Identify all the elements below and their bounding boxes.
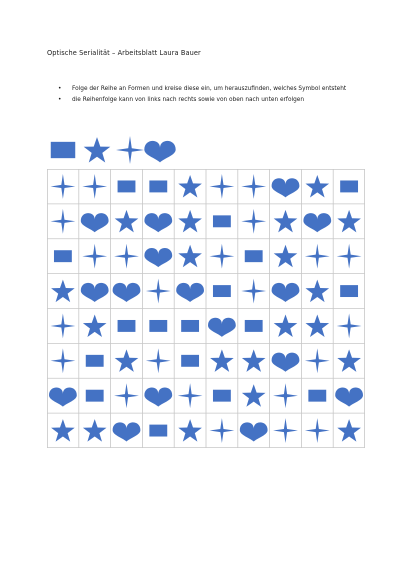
four-point-star-icon[interactable]: [146, 279, 171, 304]
five-point-star-icon[interactable]: [337, 210, 361, 232]
five-point-star-icon[interactable]: [306, 175, 330, 197]
heart-icon[interactable]: [144, 141, 175, 163]
four-point-star-icon[interactable]: [337, 244, 362, 269]
five-point-star-icon[interactable]: [274, 315, 298, 337]
heart-icon[interactable]: [81, 283, 109, 302]
heart-icon[interactable]: [272, 353, 300, 372]
rectangle-icon[interactable]: [118, 320, 136, 332]
five-point-star-icon[interactable]: [274, 210, 298, 232]
five-point-star-icon[interactable]: [306, 280, 330, 302]
four-point-star-icon[interactable]: [146, 348, 171, 373]
rectangle-icon[interactable]: [149, 425, 167, 437]
four-point-star-icon[interactable]: [51, 209, 76, 234]
four-point-star-icon[interactable]: [305, 244, 330, 269]
target-sequence-shapes: [47, 133, 183, 167]
five-point-star-icon[interactable]: [51, 419, 75, 441]
shape-grid: [47, 169, 365, 448]
heart-icon[interactable]: [176, 283, 204, 302]
four-point-star-icon[interactable]: [51, 314, 76, 339]
five-point-star-icon[interactable]: [178, 210, 202, 232]
four-point-star-icon[interactable]: [210, 418, 235, 443]
heart-icon[interactable]: [272, 178, 300, 197]
heart-icon[interactable]: [144, 248, 172, 267]
rectangle-icon[interactable]: [181, 320, 199, 332]
four-point-star-icon[interactable]: [51, 348, 76, 373]
four-point-star-icon[interactable]: [82, 244, 107, 269]
rectangle-icon[interactable]: [245, 320, 263, 332]
four-point-star-icon[interactable]: [273, 418, 298, 443]
five-point-star-icon[interactable]: [115, 349, 139, 371]
heart-icon[interactable]: [144, 388, 172, 407]
rectangle-icon[interactable]: [213, 390, 231, 402]
four-point-star-icon[interactable]: [210, 174, 235, 199]
five-point-star-icon[interactable]: [178, 175, 202, 197]
rectangle-icon[interactable]: [181, 355, 199, 367]
four-point-star-icon[interactable]: [305, 348, 330, 373]
target-sequence: [47, 133, 183, 167]
heart-icon[interactable]: [113, 283, 141, 302]
four-point-star-icon[interactable]: [337, 314, 362, 339]
rectangle-icon[interactable]: [245, 250, 263, 262]
rectangle-icon[interactable]: [118, 180, 136, 192]
five-point-star-icon[interactable]: [51, 280, 75, 302]
five-point-star-icon[interactable]: [274, 245, 298, 267]
shape-grid-svg: [47, 169, 365, 448]
five-point-star-icon[interactable]: [83, 315, 107, 337]
rectangle-icon[interactable]: [308, 390, 326, 402]
rectangle-icon[interactable]: [86, 390, 104, 402]
five-point-star-icon[interactable]: [242, 349, 266, 371]
four-point-star-icon[interactable]: [114, 244, 139, 269]
five-point-star-icon[interactable]: [210, 349, 234, 371]
rectangle-icon[interactable]: [51, 142, 75, 158]
five-point-star-icon[interactable]: [115, 210, 139, 232]
five-point-star-icon[interactable]: [337, 349, 361, 371]
four-point-star-icon[interactable]: [241, 279, 266, 304]
five-point-star-icon[interactable]: [306, 315, 330, 337]
four-point-star-icon[interactable]: [305, 418, 330, 443]
four-point-star-icon[interactable]: [241, 209, 266, 234]
instruction-list: [58, 84, 358, 105]
rectangle-icon[interactable]: [340, 285, 358, 297]
instruction-item: • die Reihenfolge kann von links nach rechts sowie von oben nach unten erfolgen: [58, 95, 358, 106]
five-point-star-icon[interactable]: [242, 384, 266, 406]
heart-icon[interactable]: [81, 213, 109, 232]
four-point-star-icon[interactable]: [82, 174, 107, 199]
four-point-star-icon[interactable]: [241, 174, 266, 199]
heart-icon[interactable]: [144, 213, 172, 232]
five-point-star-icon[interactable]: [337, 419, 361, 441]
rectangle-icon[interactable]: [213, 285, 231, 297]
rectangle-icon[interactable]: [54, 250, 72, 262]
four-point-star-icon[interactable]: [51, 174, 76, 199]
heart-icon[interactable]: [335, 388, 363, 407]
five-point-star-icon[interactable]: [83, 419, 107, 441]
heart-icon[interactable]: [208, 318, 236, 337]
four-point-star-icon[interactable]: [178, 383, 203, 408]
instruction-item: • Folge der Reihe an Formen und kreise diese ein, um herauszufinden, welches Symbol entsteht: [58, 84, 358, 95]
rectangle-icon[interactable]: [213, 215, 231, 227]
four-point-star-icon[interactable]: [273, 383, 298, 408]
heart-icon[interactable]: [303, 213, 331, 232]
five-point-star-icon[interactable]: [178, 245, 202, 267]
heart-icon[interactable]: [272, 283, 300, 302]
heart-icon[interactable]: [49, 388, 77, 407]
worksheet-title: Optische Serialität – Arbeitsblatt Laura Bauer: [47, 49, 201, 57]
four-point-star-icon[interactable]: [114, 383, 139, 408]
rectangle-icon[interactable]: [149, 180, 167, 192]
rectangle-icon[interactable]: [149, 320, 167, 332]
heart-icon[interactable]: [240, 422, 268, 441]
rectangle-icon[interactable]: [86, 355, 104, 367]
four-point-star-icon[interactable]: [210, 244, 235, 269]
heart-icon[interactable]: [113, 422, 141, 441]
five-point-star-icon[interactable]: [178, 419, 202, 441]
four-point-star-icon[interactable]: [116, 136, 144, 164]
rectangle-icon[interactable]: [340, 180, 358, 192]
five-point-star-icon[interactable]: [84, 137, 111, 162]
